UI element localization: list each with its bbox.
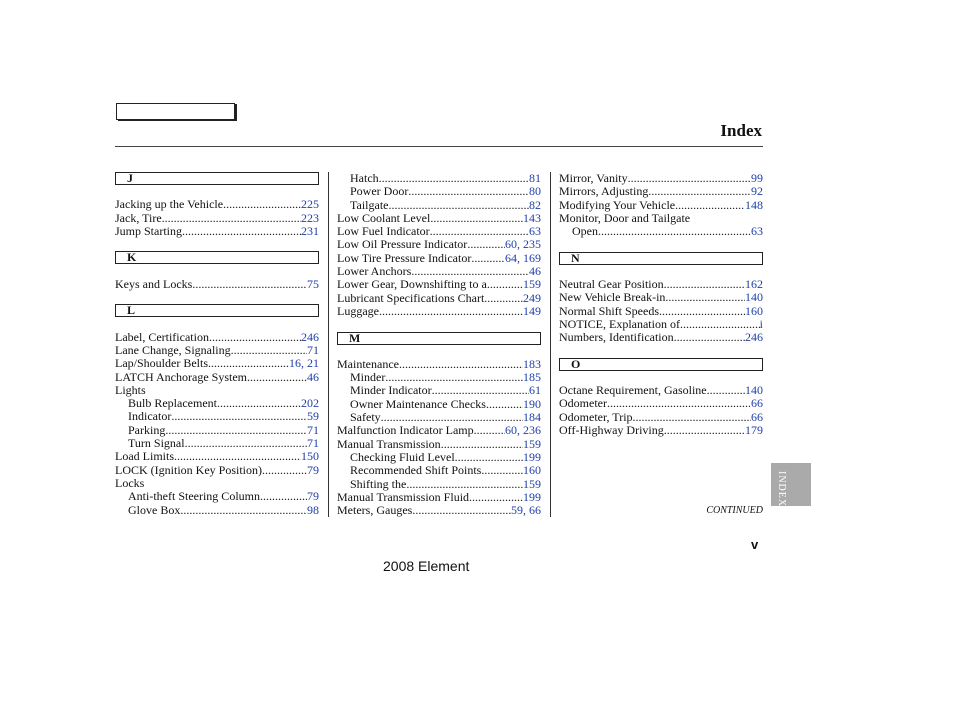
entry-term: Open <box>572 224 598 239</box>
dot-leader <box>680 318 760 331</box>
dot-leader <box>209 331 301 344</box>
page-reference-link[interactable]: 225 <box>301 197 319 212</box>
section-letter-header: L <box>115 304 319 317</box>
dot-leader <box>171 410 307 423</box>
index-side-tab[interactable] <box>771 463 811 506</box>
page-reference-link[interactable]: 66 <box>751 409 763 424</box>
page-reference-link[interactable]: 159 <box>523 436 541 451</box>
page-reference-link[interactable]: 246 <box>745 330 763 345</box>
spacer <box>115 264 319 277</box>
spacer <box>559 238 763 251</box>
page-reference-link[interactable]: 71 <box>307 342 319 357</box>
entry-term: Manual Transmission Fluid <box>337 489 470 504</box>
page-reference-link[interactable]: 162 <box>745 277 763 292</box>
index-subentry[interactable] <box>115 410 319 423</box>
index-subentry[interactable] <box>337 172 541 185</box>
dot-leader <box>379 305 523 318</box>
dot-leader <box>648 185 751 198</box>
page-reference-link[interactable]: 140 <box>745 383 763 398</box>
dot-leader <box>174 450 301 463</box>
dot-leader <box>633 411 751 424</box>
page-reference-link[interactable]: 249 <box>523 290 541 305</box>
entry-term: Hatch <box>350 171 379 185</box>
entry-term: Jump Starting <box>115 223 183 238</box>
page-reference-link[interactable]: 179 <box>745 423 763 438</box>
index-subentry[interactable] <box>115 397 319 410</box>
entry-term: Shifting the <box>350 476 407 491</box>
page-reference-link[interactable]: 223 <box>301 210 319 225</box>
entry-term: Lower Anchors <box>337 264 412 279</box>
entry-term: Manual Transmission <box>337 436 441 451</box>
dot-leader <box>598 225 751 238</box>
spacer <box>115 185 319 198</box>
page-reference-link[interactable]: 98 <box>307 502 319 517</box>
entry-term: Minder <box>350 370 386 385</box>
index-entry[interactable] <box>337 504 541 517</box>
entry-term: Load Limits <box>115 449 174 464</box>
entry-term: Anti-theft Steering Column <box>128 489 260 504</box>
dot-leader <box>247 371 307 384</box>
page-title: Index <box>720 121 762 140</box>
dot-leader <box>659 305 745 318</box>
entry-term: Minder Indicator <box>350 383 432 398</box>
page-reference-link[interactable]: 71 <box>307 436 319 451</box>
entry-term: LATCH Anchorage System <box>115 369 247 384</box>
dot-leader <box>408 185 529 198</box>
index-entry[interactable] <box>559 305 763 318</box>
dot-leader <box>484 292 523 305</box>
page-reference-link[interactable]: 81 <box>529 171 541 185</box>
spacer <box>115 317 319 330</box>
index-entry[interactable] <box>337 265 541 278</box>
entry-term: Monitor, Door and Tailgate <box>559 210 691 225</box>
dot-leader <box>628 172 751 185</box>
page-reference-link[interactable]: 149 <box>523 303 541 318</box>
index-entry[interactable] <box>337 212 541 225</box>
index-entry[interactable] <box>337 252 541 265</box>
index-entry[interactable] <box>559 199 763 212</box>
entry-term: Indicator <box>128 409 172 424</box>
page-reference-link[interactable]: 150 <box>301 449 319 464</box>
index-entry <box>115 477 319 490</box>
dot-leader <box>388 199 529 212</box>
index-entry[interactable] <box>337 292 541 305</box>
dot-leader <box>665 291 745 304</box>
page-reference-link[interactable]: 159 <box>523 277 541 292</box>
index-entry[interactable] <box>115 450 319 463</box>
dot-leader <box>675 199 745 212</box>
index-subentry[interactable] <box>337 464 541 477</box>
entry-term: Recommended Shift Points <box>350 463 482 478</box>
dot-leader <box>180 504 307 517</box>
entry-term: Luggage <box>337 303 379 318</box>
dot-leader <box>471 252 505 265</box>
page-reference-link[interactable]: 71 <box>307 422 319 437</box>
dot-leader <box>674 331 745 344</box>
dot-leader <box>379 172 529 185</box>
dot-leader <box>385 371 523 384</box>
entry-term: New Vehicle Break-in <box>559 290 666 305</box>
page-reference-link[interactable]: 140 <box>745 290 763 305</box>
index-entry[interactable] <box>115 212 319 225</box>
spacer <box>559 265 763 278</box>
dot-leader <box>664 278 745 291</box>
dot-leader <box>486 398 523 411</box>
dot-leader <box>469 491 523 504</box>
section-letter-header: O <box>559 358 763 371</box>
continued-note: CONTINUED <box>706 505 763 516</box>
entry-term: Turn Signal <box>128 436 185 451</box>
page-reference-link[interactable]: 63 <box>751 224 763 239</box>
entry-term: Jack, Tire <box>115 210 162 225</box>
header-rule <box>115 146 763 147</box>
page-reference-link[interactable]: 148 <box>745 197 763 212</box>
entry-term: Power Door <box>350 184 409 199</box>
index-subentry[interactable] <box>337 451 541 464</box>
page-reference-link[interactable]: 160 <box>523 463 541 478</box>
entry-term: NOTICE, Explanation of <box>559 316 680 331</box>
dot-leader <box>223 198 301 211</box>
index-entry[interactable] <box>559 331 763 344</box>
dot-leader <box>406 478 523 491</box>
entry-term: Odometer <box>559 396 607 411</box>
dot-leader <box>165 424 307 437</box>
index-entry[interactable] <box>559 397 763 410</box>
entry-term: Lower Gear, Downshifting to a <box>337 277 487 292</box>
page-reference-link[interactable]: 46 <box>529 264 541 279</box>
entry-term: Low Tire Pressure Indicator <box>337 250 472 265</box>
index-subentry[interactable] <box>337 185 541 198</box>
entry-term: Maintenance <box>337 356 399 371</box>
index-subentry[interactable] <box>337 371 541 384</box>
spacer <box>559 371 763 384</box>
index-subentry[interactable] <box>115 437 319 450</box>
entry-term: Lubricant Specifications Chart <box>337 290 485 305</box>
dot-leader <box>217 397 301 410</box>
dot-leader <box>208 357 289 370</box>
dot-leader <box>707 384 745 397</box>
entry-term: Glove Box <box>128 502 181 517</box>
dot-leader <box>607 397 751 410</box>
entry-term: Label, Certification <box>115 329 209 344</box>
page-reference-link[interactable]: 92 <box>751 184 763 199</box>
index-subentry[interactable] <box>559 225 763 238</box>
index-entry[interactable] <box>559 424 763 437</box>
page-reference-link[interactable]: 60, 235 <box>505 237 541 252</box>
page-number: v <box>751 537 759 552</box>
entry-term: LOCK (Ignition Key Position) <box>115 462 262 477</box>
index-subentry[interactable] <box>337 398 541 411</box>
dot-leader <box>432 384 529 397</box>
index-entry[interactable] <box>337 225 541 238</box>
entry-term: Lap/Shoulder Belts <box>115 356 208 371</box>
index-entry[interactable] <box>337 238 541 251</box>
index-entry[interactable] <box>559 411 763 424</box>
page-reference-link[interactable]: 66 <box>751 396 763 411</box>
dot-leader <box>467 238 505 251</box>
page-reference-link[interactable]: 143 <box>523 210 541 225</box>
index-column-2 <box>337 172 541 517</box>
dot-leader <box>185 437 307 450</box>
entry-term: Tailgate <box>350 197 389 212</box>
index-entry[interactable] <box>115 331 319 344</box>
index-entry[interactable] <box>559 172 763 185</box>
entry-term: Lights <box>115 382 146 397</box>
dot-leader <box>231 344 307 357</box>
dot-leader <box>411 265 529 278</box>
section-letter-header: M <box>337 332 541 345</box>
index-column-3 <box>559 172 763 437</box>
index-entry <box>559 212 763 225</box>
index-entry[interactable] <box>115 198 319 211</box>
entry-term: Odometer, Trip <box>559 409 633 424</box>
entry-term: Jacking up the Vehicle <box>115 197 224 212</box>
page-reference-link[interactable]: 159 <box>523 476 541 491</box>
index-entry[interactable] <box>559 318 763 331</box>
entry-term: Keys and Locks <box>115 276 193 291</box>
index-entry[interactable] <box>115 344 319 357</box>
entry-term: Lane Change, Signaling <box>115 342 231 357</box>
index-entry[interactable] <box>559 185 763 198</box>
entry-term: Off-Highway Driving <box>559 423 664 438</box>
footer-text: 2008 Element <box>383 558 470 574</box>
page-reference-link[interactable]: 185 <box>523 370 541 385</box>
page-reference-link[interactable]: 63 <box>529 224 541 239</box>
index-entry[interactable] <box>559 291 763 304</box>
page-reference-link[interactable]: 183 <box>523 356 541 371</box>
column-divider <box>328 172 329 517</box>
header-box <box>116 103 235 120</box>
page-reference-link[interactable]: 190 <box>523 396 541 411</box>
dot-leader <box>192 278 307 291</box>
dot-leader <box>441 438 523 451</box>
section-letter-header: J <box>115 172 319 185</box>
dot-leader <box>412 504 511 517</box>
index-entry[interactable] <box>115 464 319 477</box>
entry-term: Malfunction Indicator Lamp <box>337 423 474 438</box>
entry-term: Low Oil Pressure Indicator <box>337 237 468 252</box>
page-reference-link[interactable]: 82 <box>529 197 541 212</box>
spacer <box>559 345 763 358</box>
index-entry[interactable] <box>337 438 541 451</box>
page-reference-link[interactable]: 60, 236 <box>505 423 541 438</box>
entry-term: Neutral Gear Position <box>559 277 664 292</box>
dot-leader <box>182 225 301 238</box>
entry-term: Owner Maintenance Checks <box>350 396 486 411</box>
index-entry[interactable] <box>337 491 541 504</box>
dot-leader <box>664 424 745 437</box>
page-reference-link[interactable]: 184 <box>523 410 541 425</box>
entry-term: Bulb Replacement <box>128 396 217 411</box>
page-reference-link[interactable]: 16, 21 <box>289 356 319 371</box>
dot-leader <box>381 411 523 424</box>
index-subentry[interactable] <box>337 478 541 491</box>
page-reference-link[interactable]: 79 <box>307 462 319 477</box>
dot-leader <box>260 490 307 503</box>
dot-leader <box>455 451 523 464</box>
entry-term: Low Fuel Indicator <box>337 224 430 239</box>
index-subentry[interactable] <box>337 384 541 397</box>
page-reference-link[interactable]: 160 <box>745 303 763 318</box>
index-subentry[interactable] <box>115 424 319 437</box>
page-reference-link[interactable]: 79 <box>307 489 319 504</box>
index-entry[interactable] <box>337 358 541 371</box>
entry-term: Mirrors, Adjusting <box>559 184 649 199</box>
dot-leader <box>487 278 523 291</box>
dot-leader <box>262 464 307 477</box>
page-reference-link[interactable]: 80 <box>529 184 541 199</box>
section-letter-header: N <box>559 252 763 265</box>
index-entry[interactable] <box>559 278 763 291</box>
spacer <box>115 238 319 251</box>
entry-term: Low Coolant Level <box>337 210 431 225</box>
spacer <box>337 345 541 358</box>
entry-term: Parking <box>128 422 166 437</box>
page-reference-link[interactable]: 64, 169 <box>505 250 541 265</box>
page-reference-link[interactable]: 199 <box>523 449 541 464</box>
page-reference-link[interactable]: 199 <box>523 489 541 504</box>
spacer <box>115 291 319 304</box>
dot-leader <box>474 424 505 437</box>
index-entry[interactable] <box>337 424 541 437</box>
entry-term: Octane Requirement, Gasoline <box>559 383 707 398</box>
index-entry[interactable] <box>115 278 319 291</box>
dot-leader <box>399 358 523 371</box>
dot-leader <box>430 225 529 238</box>
page-reference-link[interactable]: 59 <box>307 409 319 424</box>
entry-term: Modifying Your Vehicle <box>559 197 676 212</box>
page-reference-link[interactable]: 61 <box>529 383 541 398</box>
index-entry[interactable] <box>337 278 541 291</box>
entry-term: Mirror, Vanity <box>559 171 628 185</box>
page-reference-link[interactable]: 59, 66 <box>511 503 541 518</box>
entry-term: Locks <box>115 475 145 490</box>
page-reference-link[interactable]: 202 <box>301 396 319 411</box>
entry-term: Checking Fluid Level <box>350 449 455 464</box>
index-entry[interactable] <box>559 384 763 397</box>
index-subentry[interactable] <box>337 199 541 212</box>
dot-leader <box>162 212 301 225</box>
page-reference-link[interactable]: 99 <box>751 171 763 185</box>
page-reference-link[interactable]: i <box>759 316 763 331</box>
column-divider <box>550 172 551 517</box>
index-entry[interactable] <box>115 357 319 370</box>
page-reference-link[interactable]: 231 <box>301 223 319 238</box>
section-letter-header: K <box>115 251 319 264</box>
entry-term: Numbers, Identification <box>559 330 674 345</box>
page-reference-link[interactable]: 46 <box>307 369 319 384</box>
page-reference-link[interactable]: 75 <box>307 276 319 291</box>
index-entry <box>115 384 319 397</box>
entry-term: Normal Shift Speeds <box>559 303 659 318</box>
index-subentry[interactable] <box>115 490 319 503</box>
dot-leader <box>430 212 523 225</box>
entry-term: Meters, Gauges <box>337 503 413 518</box>
index-entry[interactable] <box>115 371 319 384</box>
index-entry[interactable] <box>337 305 541 318</box>
spacer <box>337 318 541 331</box>
index-entry[interactable] <box>115 225 319 238</box>
dot-leader <box>481 464 523 477</box>
index-column-1 <box>115 172 319 517</box>
entry-term: Safety <box>350 410 381 425</box>
index-subentry[interactable] <box>337 411 541 424</box>
index-subentry[interactable] <box>115 504 319 517</box>
side-tab-label: INDEX <box>776 471 787 508</box>
page-reference-link[interactable]: 246 <box>301 329 319 344</box>
